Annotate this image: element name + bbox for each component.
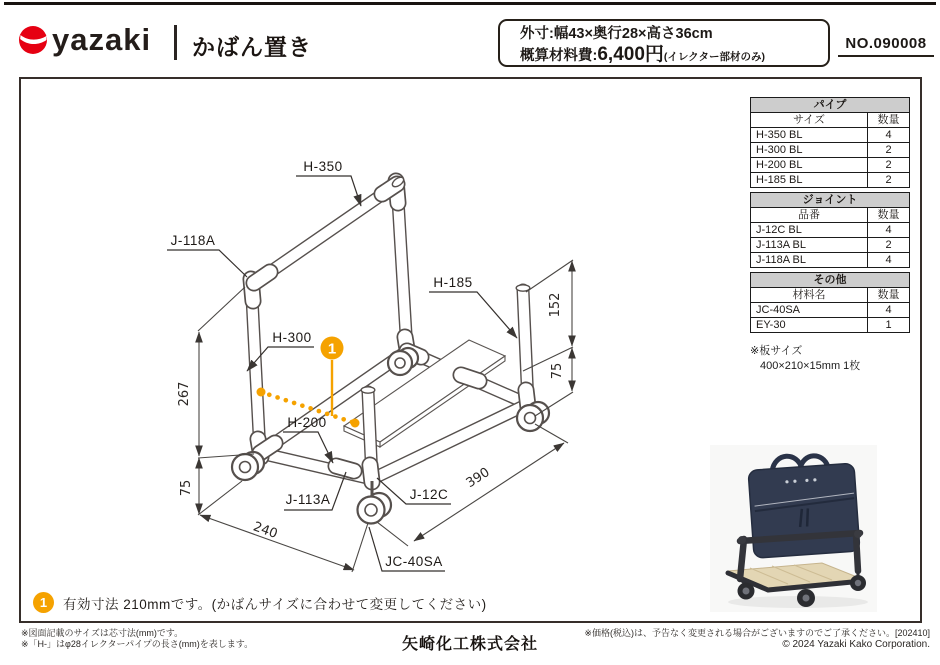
parts-table-joints: [750, 192, 910, 268]
product-photo: [710, 445, 877, 612]
table-row: J-113A BL 2: [751, 238, 910, 253]
table-row: H-300 BL 2: [751, 143, 910, 158]
col-header: 品番: [751, 208, 868, 223]
section-title: パイプ: [751, 98, 910, 113]
table-row: JC-40SA 4: [751, 303, 910, 318]
label-jc40sa: JC-40SA: [385, 554, 443, 569]
table-row: H-200 BL 2: [751, 158, 910, 173]
table-row: J-12C BL 4: [751, 223, 910, 238]
section-title: その他: [751, 273, 910, 288]
label-j113a: J-113A: [285, 492, 331, 507]
spec-box: [498, 19, 830, 67]
copyright: © 2024 Yazaki Kako Corporation.: [782, 639, 930, 650]
table-row: J-118A BL 4: [751, 253, 910, 268]
dim-75-right: 75: [550, 362, 565, 380]
cost-note: (イレクター部材のみ): [663, 51, 765, 63]
footer-note-2: ※「H-」はφ28イレクターパイプの長さ(mm)を表します。: [21, 639, 254, 649]
note-text: 有効寸法 210mmです。(かばんサイズに合わせて変更してください): [63, 596, 487, 612]
col-header: 数量: [868, 208, 910, 223]
top-rule: [4, 2, 936, 5]
dim-267: 267: [177, 381, 192, 407]
effective-size-note: [33, 592, 487, 613]
price-note: ※価格(税込)は、予告なく変更される場合がございますのでご了承ください。[202410]: [584, 628, 930, 638]
yazaki-logo-icon: [18, 25, 48, 55]
board-size-label: ※板サイズ: [750, 345, 803, 357]
label-h350: H-350: [303, 159, 343, 174]
parts-table-pipes: [750, 97, 910, 188]
col-header: 数量: [868, 288, 910, 303]
outer-dimensions: 外寸:幅43×奥行28×高さ36cm: [520, 26, 713, 42]
material-cost: [520, 44, 828, 68]
cost-label: 概算材料費:: [520, 48, 598, 64]
board-size-note: [750, 344, 910, 374]
dim-240: 240: [250, 519, 280, 543]
cost-value: 6,400円: [597, 44, 664, 65]
document-number: NO.090008: [838, 35, 934, 57]
parts-list-panel: [750, 97, 910, 374]
dim-390: 390: [463, 465, 493, 492]
page-title: かばん置き: [192, 34, 312, 60]
dim-75-left: 75: [179, 479, 194, 497]
yazaki-logo: [18, 22, 151, 58]
note-badge: 1: [33, 592, 54, 613]
pipe-structure: [251, 175, 530, 482]
footer-note-1: ※図面記載のサイズは芯寸法(mm)です。: [21, 628, 184, 638]
label-j118a: J-118A: [170, 233, 216, 248]
label-h200: H-200: [287, 415, 327, 430]
col-header: 数量: [868, 113, 910, 128]
label-h185: H-185: [433, 275, 473, 290]
col-header: 材料名: [751, 288, 868, 303]
table-row: H-185 BL 2: [751, 173, 910, 188]
callout-badge-number: 1: [327, 340, 337, 358]
company-name: 矢崎化工株式会社: [401, 636, 539, 653]
section-title: ジョイント: [751, 193, 910, 208]
bag-stand-photo-illustration: [710, 445, 877, 612]
main-drawing-area: [19, 77, 922, 623]
table-row: H-350 BL 4: [751, 128, 910, 143]
label-j12c: J-12C: [409, 487, 449, 502]
parts-table-others: [750, 272, 910, 333]
label-h300: H-300: [272, 330, 312, 345]
board-size-value: 400×210×15mm 1枚: [760, 360, 861, 372]
table-row: EY-30 1: [751, 318, 910, 333]
footer-notes-left: [21, 628, 253, 650]
header-divider: [174, 25, 177, 60]
footer-notes-right: [584, 628, 930, 650]
col-header: サイズ: [751, 113, 868, 128]
dim-152: 152: [548, 292, 563, 318]
logo-text: yazaki: [52, 22, 152, 57]
